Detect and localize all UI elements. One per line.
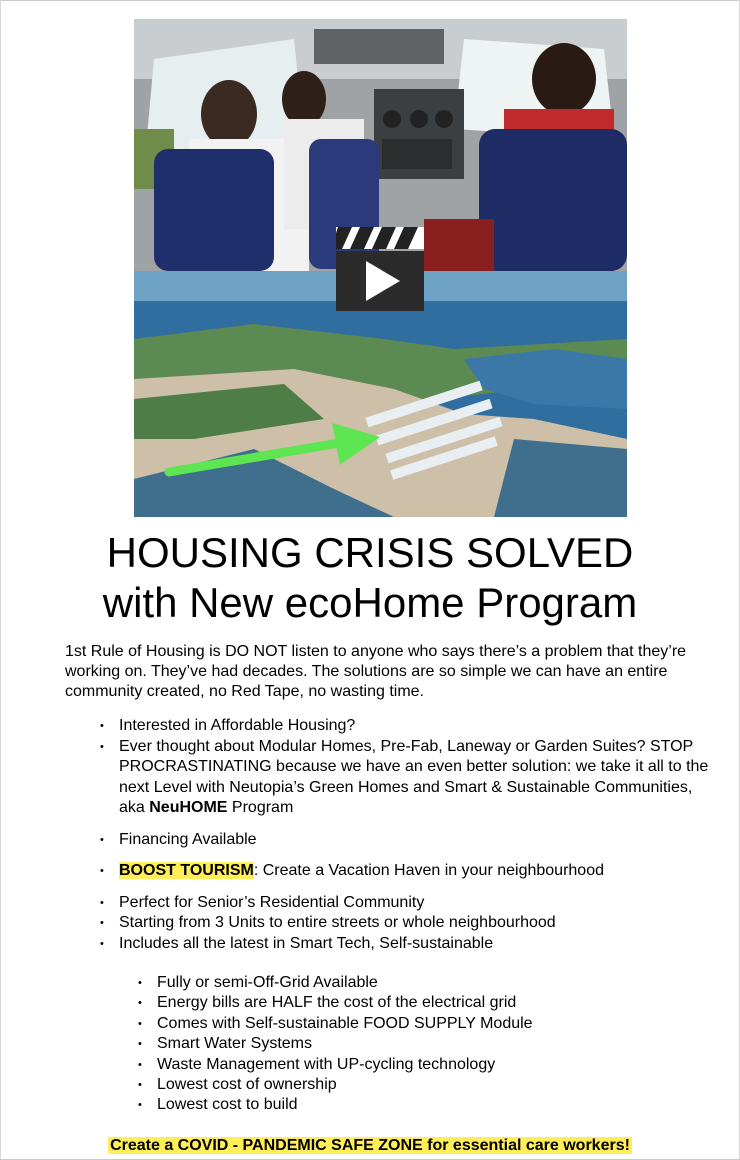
list-item: • Interested in Affordable Housing?	[100, 716, 720, 737]
list-item: • Energy bills are HALF the cost of the electrical grid	[138, 993, 698, 1013]
list-item: • Comes with Self-sustainable FOOD SUPPLY Module	[138, 1014, 698, 1034]
sub-feature-list	[138, 973, 698, 1116]
list-item: • Perfect for Senior’s Residential Community	[100, 893, 720, 914]
list-item: • Lowest cost to build	[138, 1095, 698, 1115]
list-item: • Lowest cost of ownership	[138, 1075, 698, 1095]
title-line-1: HOUSING CRISIS SOLVED	[106, 529, 634, 576]
list-item: • Waste Management with UP-cycling technology	[138, 1055, 698, 1075]
top-border	[0, 0, 740, 1]
video-thumbnail[interactable]	[134, 19, 627, 517]
list-item: • Ever thought about Modular Homes, Pre-Fab, Laneway or Garden Suites? STOP PROCRASTINATING because we have an even better solution: we take it all to the next Level with Neutopia’s Green Homes and Smart & Sustainable Communities, aka NeuHOME Program	[100, 737, 720, 819]
title-line-2: with New ecoHome Program	[102, 579, 638, 626]
intro-paragraph: 1st Rule of Housing is DO NOT listen to anyone who says there’s a problem that they’re working on. They’ve had decades. The solutions are so simple we can have an entire community created, no Red Tape, no wasting time.	[65, 643, 687, 700]
list-item: • BOOST TOURISM: Create a Vacation Haven in your neighbourhood	[100, 861, 720, 882]
list-item: • Includes all the latest in Smart Tech, Self-sustainable	[100, 934, 720, 955]
list-item: • Smart Water Systems	[138, 1034, 698, 1054]
highlight-badge: BOOST TOURISM	[119, 862, 254, 879]
list-item: • Financing Available	[100, 830, 720, 851]
video-frame-image	[134, 19, 627, 517]
call-to-action: Create a COVID - PANDEMIC SAFE ZONE for essential care workers!	[110, 1137, 630, 1154]
clapperboard-icon	[336, 227, 424, 249]
feature-list	[100, 716, 720, 954]
list-item: • Fully or semi-Off-Grid Available	[138, 973, 698, 993]
list-item: • Starting from 3 Units to entire streets or whole neighbourhood	[100, 913, 720, 934]
page-title	[0, 528, 740, 628]
